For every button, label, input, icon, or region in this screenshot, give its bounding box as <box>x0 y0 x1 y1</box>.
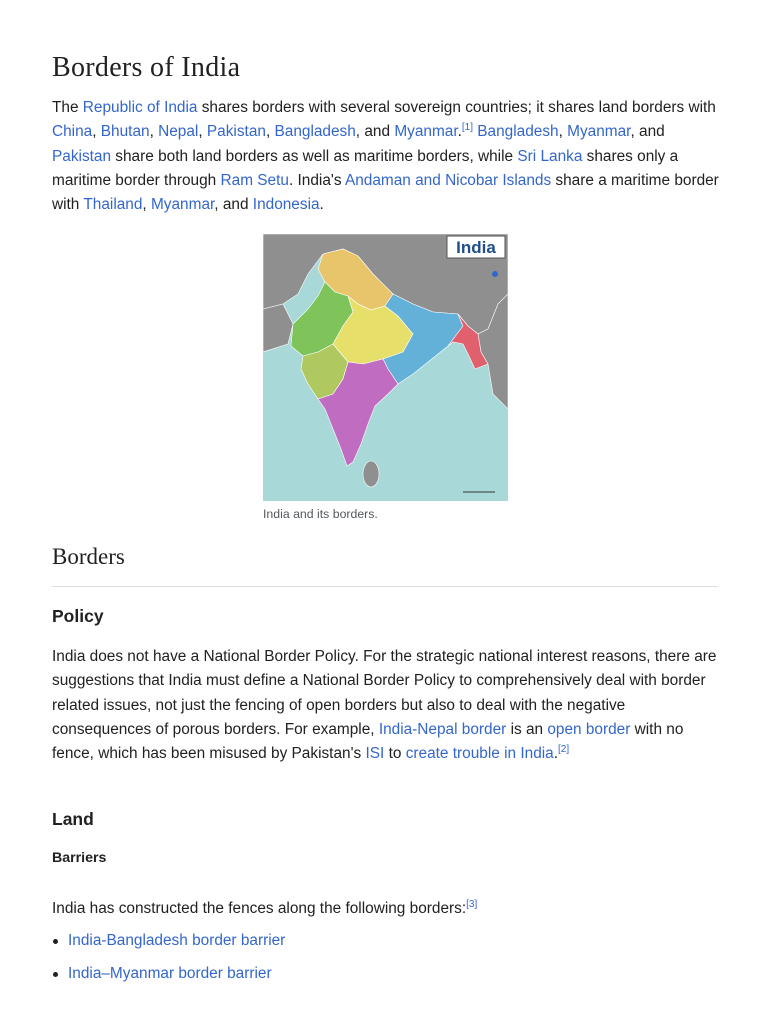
link-india-nepal-border[interactable]: India-Nepal border <box>378 720 507 738</box>
map-title: India <box>456 238 496 257</box>
land-paragraph <box>52 897 718 921</box>
figure-caption: India and its borders. <box>263 507 378 521</box>
link-pakistan[interactable]: Pakistan <box>206 123 266 141</box>
map-region-srilanka <box>363 461 379 487</box>
link-indonesia[interactable]: Indonesia <box>252 196 320 214</box>
text: . <box>553 745 559 763</box>
text: , <box>198 123 207 141</box>
india-map-image[interactable] <box>263 234 508 501</box>
policy-paragraph <box>52 645 722 766</box>
text: share both land borders as well as maritime borders, while <box>111 147 518 165</box>
link-isi[interactable]: ISI <box>365 745 385 763</box>
link-sri-lanka[interactable]: Sri Lanka <box>517 147 583 165</box>
link-pakistan-2[interactable]: Pakistan <box>52 147 112 165</box>
section-divider <box>52 586 718 587</box>
text: , and <box>630 123 665 141</box>
list-item <box>52 929 285 953</box>
link-ram-setu[interactable]: Ram Setu <box>220 171 289 189</box>
link-bangladesh-2[interactable]: Bangladesh <box>477 123 559 141</box>
subsection-heading-land: Land <box>52 809 94 829</box>
text: shares only a maritime border through <box>52 147 679 189</box>
text: , <box>142 196 151 214</box>
text: India has constructed the fences along the following borders: <box>52 900 467 917</box>
link-china[interactable]: China <box>52 123 93 141</box>
text: with no fence, which has been misused by Pakistan's <box>52 720 684 763</box>
link-india-myanmar-barrier[interactable]: India–Myanmar border barrier <box>68 965 272 982</box>
text: shares borders with several sovereign countries; it shares land borders with <box>197 99 716 116</box>
text: , <box>92 123 101 141</box>
text: share a maritime border with <box>52 171 719 214</box>
link-india-bangladesh-barrier[interactable]: India-Bangladesh border barrier <box>68 932 286 949</box>
text: , <box>558 123 568 141</box>
text: . <box>319 196 324 214</box>
link-republic-of-india[interactable]: Republic of India <box>82 99 198 116</box>
barrier-list <box>52 929 285 995</box>
text: The <box>52 99 83 116</box>
text: , <box>149 123 159 141</box>
ref-1[interactable]: [1] <box>461 122 474 134</box>
ref-3[interactable]: [3] <box>466 898 478 910</box>
link-bhutan[interactable]: Bhutan <box>100 123 150 141</box>
text: to <box>384 745 406 763</box>
intro-paragraph <box>52 96 722 217</box>
link-nepal[interactable]: Nepal <box>158 123 199 141</box>
text: , and <box>355 123 395 141</box>
list-item <box>52 962 285 986</box>
text: , <box>265 123 275 141</box>
link-open-border[interactable]: open border <box>547 720 631 738</box>
text: . India's <box>288 171 345 189</box>
text: is an <box>506 720 548 738</box>
link-create-trouble[interactable]: create trouble in India <box>405 745 554 763</box>
subsection-heading-policy: Policy <box>52 606 104 626</box>
subsection-heading-barriers: Barriers <box>52 850 107 866</box>
link-myanmar-2[interactable]: Myanmar <box>567 123 631 141</box>
link-myanmar-3[interactable]: Myanmar <box>150 196 215 214</box>
text: . <box>457 123 462 141</box>
link-thailand[interactable]: Thailand <box>83 196 143 214</box>
section-heading-borders: Borders <box>52 544 125 569</box>
map-figure <box>263 234 508 521</box>
text: , and <box>214 196 253 214</box>
ref-2[interactable]: [2] <box>558 744 570 756</box>
link-bangladesh[interactable]: Bangladesh <box>274 123 356 141</box>
text: India does not have a National Border Policy. For the strategic national interest reasons, there are suggestions that India must define a National Border Policy to comprehensively deal with border related issues, not just the fencing of open borders but also to deal with the negative consequences of porous borders. For example, <box>52 648 717 738</box>
link-andaman-nicobar[interactable]: Andaman and Nicobar Islands <box>344 171 552 189</box>
link-myanmar[interactable]: Myanmar <box>394 123 458 141</box>
page-title: Borders of India <box>52 52 241 83</box>
